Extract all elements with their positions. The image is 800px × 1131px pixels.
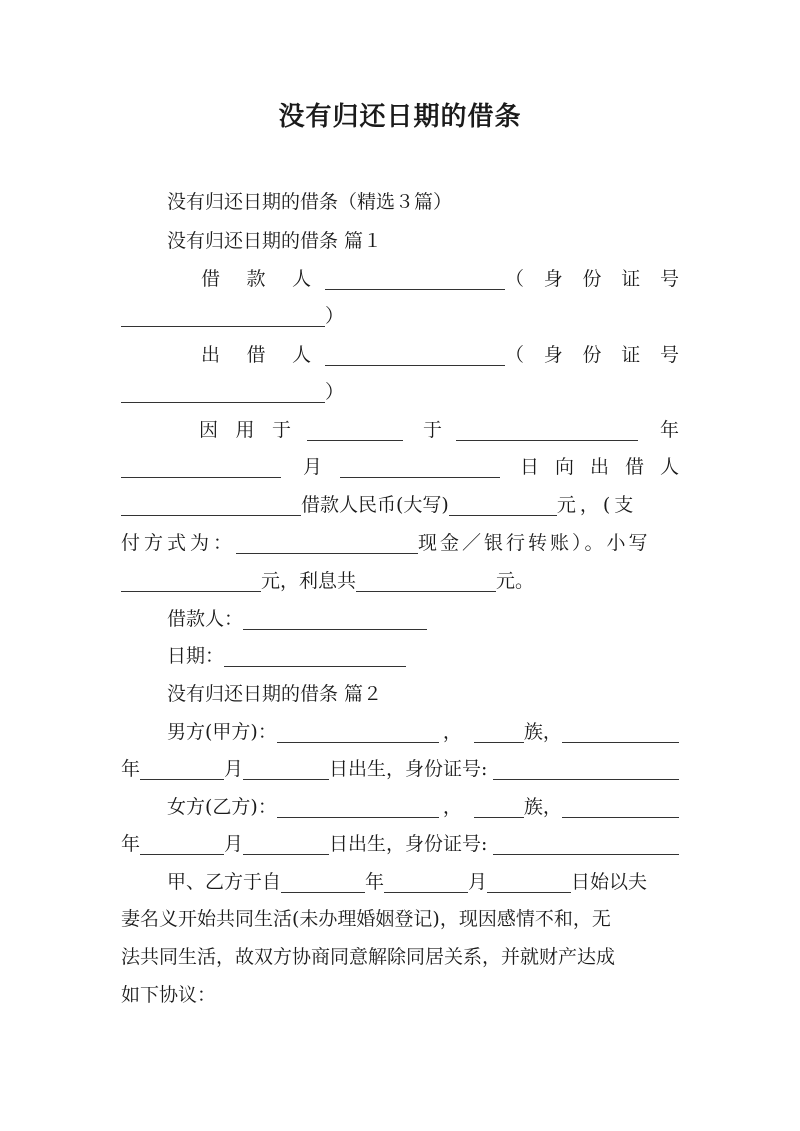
borrower-id-blank[interactable] bbox=[121, 306, 325, 327]
male-birth-blank[interactable] bbox=[140, 759, 224, 780]
sign-date-blank[interactable] bbox=[224, 646, 406, 667]
subtitle: 没有归还日期的借条（精选３篇） bbox=[167, 191, 453, 213]
borrower-name-blank[interactable] bbox=[325, 269, 505, 290]
male-birth-line: 年 月 日出生，身份证号: bbox=[121, 754, 679, 784]
date-line: 月 日 向 出 借 人 bbox=[121, 452, 679, 482]
section-heading-2: 没有归还日期的借条 篇２ bbox=[167, 683, 383, 705]
lender-id-label: （ 身 份 证 号 bbox=[505, 344, 679, 366]
lender-label: 出 借 人 bbox=[201, 344, 311, 366]
lender-name-blank[interactable] bbox=[325, 345, 505, 366]
place-blank[interactable] bbox=[456, 420, 638, 441]
male-id-blank[interactable] bbox=[493, 759, 679, 780]
male-ethnic-blank[interactable] bbox=[474, 722, 524, 743]
month-blank[interactable] bbox=[340, 457, 500, 478]
since-day-blank[interactable] bbox=[487, 872, 571, 893]
year-blank[interactable] bbox=[121, 457, 281, 478]
borrower-id-line: ） bbox=[121, 301, 679, 331]
payment-line: 付方式为： 现金／银行转账）。小写 bbox=[121, 532, 651, 554]
female-ethnic-blank[interactable] bbox=[474, 797, 524, 818]
cohabitation-line-4: 如下协议： bbox=[121, 984, 217, 1006]
female-birth-line: 年 月 日出生，身份证号: bbox=[121, 829, 679, 859]
amount-upper-blank[interactable] bbox=[449, 495, 557, 516]
female-birth-blank[interactable] bbox=[140, 834, 224, 855]
female-name-blank[interactable] bbox=[277, 797, 439, 818]
interest-blank[interactable] bbox=[356, 571, 496, 592]
female-birth-month-blank[interactable] bbox=[243, 834, 329, 855]
cohabitation-line-2: 妻名义开始共同生活(未办理婚姻登记)，现因感情不和，无 bbox=[121, 908, 611, 930]
document-title: 没有归还日期的借条 bbox=[278, 102, 522, 132]
payment-method-blank[interactable] bbox=[236, 533, 418, 554]
purpose-line: 因 用 于 于 年 bbox=[199, 419, 679, 441]
id-number-label: （ 身 份 证 号 bbox=[505, 268, 679, 290]
purpose-blank[interactable] bbox=[307, 420, 403, 441]
male-party-line: 男方(甲方)： ， 族， bbox=[167, 717, 679, 747]
lender-line bbox=[121, 340, 679, 370]
male-birth-year-blank[interactable] bbox=[562, 722, 679, 743]
signature-line: 借款人： bbox=[167, 604, 679, 634]
sign-date-line: 日期： bbox=[167, 641, 679, 671]
lender-id-blank[interactable] bbox=[121, 382, 325, 403]
cohabitation-line-3: 法共同生活，故双方协商同意解除同居关系，并就财产达成 bbox=[121, 946, 616, 968]
amount-line: 借款人民币(大写) 元，(支 bbox=[121, 490, 679, 520]
lender-blank[interactable] bbox=[121, 495, 301, 516]
amount-lower-blank[interactable] bbox=[121, 571, 261, 592]
borrower-line bbox=[121, 264, 679, 294]
lender-id-line: ） bbox=[121, 377, 679, 407]
cohabitation-line-1: 甲、乙方于自 年 月 日始以夫 bbox=[167, 871, 648, 893]
since-year-blank[interactable] bbox=[281, 872, 365, 893]
borrower-label: 借 款 人 bbox=[201, 268, 311, 290]
male-birth-month-blank[interactable] bbox=[243, 759, 329, 780]
male-name-blank[interactable] bbox=[277, 722, 439, 743]
female-id-blank[interactable] bbox=[493, 834, 679, 855]
since-month-blank[interactable] bbox=[384, 872, 468, 893]
signature-blank[interactable] bbox=[243, 609, 427, 630]
section-heading-1: 没有归还日期的借条 篇１ bbox=[167, 230, 383, 252]
female-party-line: 女方(乙方)： ， 族， bbox=[167, 792, 679, 822]
interest-line: 元，利息共 元。 bbox=[121, 566, 679, 596]
female-birth-year-blank[interactable] bbox=[562, 797, 679, 818]
